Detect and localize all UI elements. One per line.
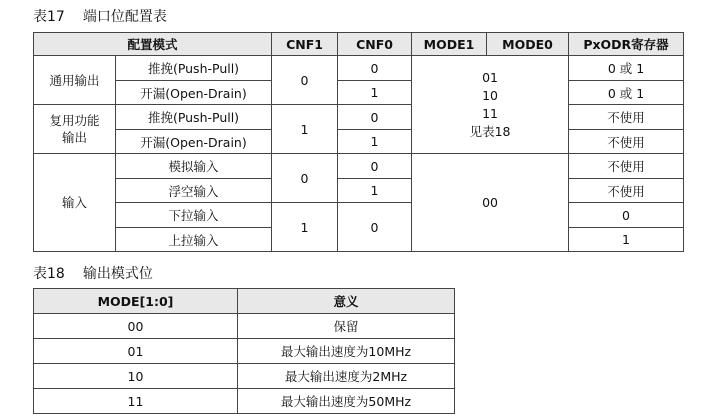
cnf0-cell: 1 bbox=[338, 81, 412, 105]
mode-cell: 模拟输入 bbox=[116, 154, 272, 179]
table17-row bbox=[34, 130, 684, 154]
output-mode-bits-cell bbox=[412, 56, 569, 154]
mode-cell: 推挽(Push-Pull) bbox=[116, 105, 272, 130]
header-cnf0: CNF0 bbox=[338, 33, 412, 56]
table17-row bbox=[34, 179, 684, 203]
table17-header-row bbox=[34, 33, 684, 56]
cnf1-cell: 0 bbox=[272, 56, 338, 105]
table17-caption-number: 表17 bbox=[33, 9, 65, 25]
table18-header-row bbox=[34, 289, 455, 314]
mode-cell: 浮空输入 bbox=[116, 179, 272, 203]
table17-caption bbox=[33, 6, 167, 26]
odr-cell: 1 bbox=[569, 228, 684, 252]
meaning-cell: 最大输出速度为2MHz bbox=[238, 364, 455, 389]
mode-cell: 推挽(Push-Pull) bbox=[116, 56, 272, 81]
mode-bits-cell: 11 bbox=[34, 389, 238, 414]
table17-row bbox=[34, 203, 684, 228]
output-mode-table bbox=[33, 288, 455, 414]
meaning-cell: 保留 bbox=[238, 314, 455, 339]
mode-bits-cell: 01 bbox=[34, 339, 238, 364]
mode-bits-cell: 10 bbox=[34, 364, 238, 389]
group-general-output: 通用输出 bbox=[34, 56, 116, 105]
table18-row bbox=[34, 314, 455, 339]
odr-cell: 0 或 1 bbox=[569, 81, 684, 105]
cnf0-cell: 0 bbox=[338, 203, 412, 252]
table18-row bbox=[34, 364, 455, 389]
group-alt-output-line1: 复用功能 bbox=[49, 113, 100, 128]
table17-row bbox=[34, 81, 684, 105]
mode-line: 11 bbox=[482, 105, 498, 121]
odr-cell: 不使用 bbox=[569, 179, 684, 203]
cnf0-cell: 0 bbox=[338, 56, 412, 81]
table17-caption-title: 端口位配置表 bbox=[82, 9, 167, 25]
meaning-cell: 最大输出速度为50MHz bbox=[238, 389, 455, 414]
port-config-table bbox=[33, 32, 684, 252]
odr-cell: 不使用 bbox=[569, 130, 684, 154]
table17-row bbox=[34, 105, 684, 130]
mode-line: 10 bbox=[482, 87, 498, 103]
header-mode0: MODE0 bbox=[487, 33, 569, 56]
mode-cell: 上拉输入 bbox=[116, 228, 272, 252]
cnf1-cell: 1 bbox=[272, 105, 338, 154]
header-cnf1: CNF1 bbox=[272, 33, 338, 56]
mode-cell: 开漏(Open-Drain) bbox=[116, 81, 272, 105]
meaning-cell: 最大输出速度为10MHz bbox=[238, 339, 455, 364]
input-mode-bits-cell: 00 bbox=[412, 154, 569, 252]
group-alt-output bbox=[34, 105, 116, 154]
table18-row bbox=[34, 389, 455, 414]
odr-cell: 不使用 bbox=[569, 154, 684, 179]
cnf1-cell: 0 bbox=[272, 154, 338, 203]
header-mode-bits: MODE[1:0] bbox=[34, 289, 238, 314]
mode-bits-cell: 00 bbox=[34, 314, 238, 339]
group-alt-output-line2: 输出 bbox=[61, 130, 87, 145]
cnf0-cell: 0 bbox=[338, 105, 412, 130]
header-meaning: 意义 bbox=[238, 289, 455, 314]
mode-line-see-table18: 见表18 bbox=[469, 123, 511, 139]
table17-row bbox=[34, 154, 684, 179]
header-config-mode: 配置模式 bbox=[34, 33, 272, 56]
header-pxodr: PxODR寄存器 bbox=[569, 33, 684, 56]
table18-row bbox=[34, 339, 455, 364]
mode-cell: 下拉输入 bbox=[116, 203, 272, 228]
table17-row bbox=[34, 56, 684, 81]
header-mode1: MODE1 bbox=[412, 33, 487, 56]
odr-cell: 不使用 bbox=[569, 105, 684, 130]
cnf0-cell: 1 bbox=[338, 179, 412, 203]
cnf0-cell: 0 bbox=[338, 154, 412, 179]
table18-caption-number: 表18 bbox=[33, 266, 65, 282]
group-input: 输入 bbox=[34, 154, 116, 252]
table18-caption-title: 输出模式位 bbox=[82, 266, 153, 282]
cnf1-cell: 1 bbox=[272, 203, 338, 252]
mode-line: 01 bbox=[482, 69, 498, 85]
table18-caption bbox=[33, 263, 153, 283]
odr-cell: 0 bbox=[569, 203, 684, 228]
cnf0-cell: 1 bbox=[338, 130, 412, 154]
mode-cell: 开漏(Open-Drain) bbox=[116, 130, 272, 154]
odr-cell: 0 或 1 bbox=[569, 56, 684, 81]
